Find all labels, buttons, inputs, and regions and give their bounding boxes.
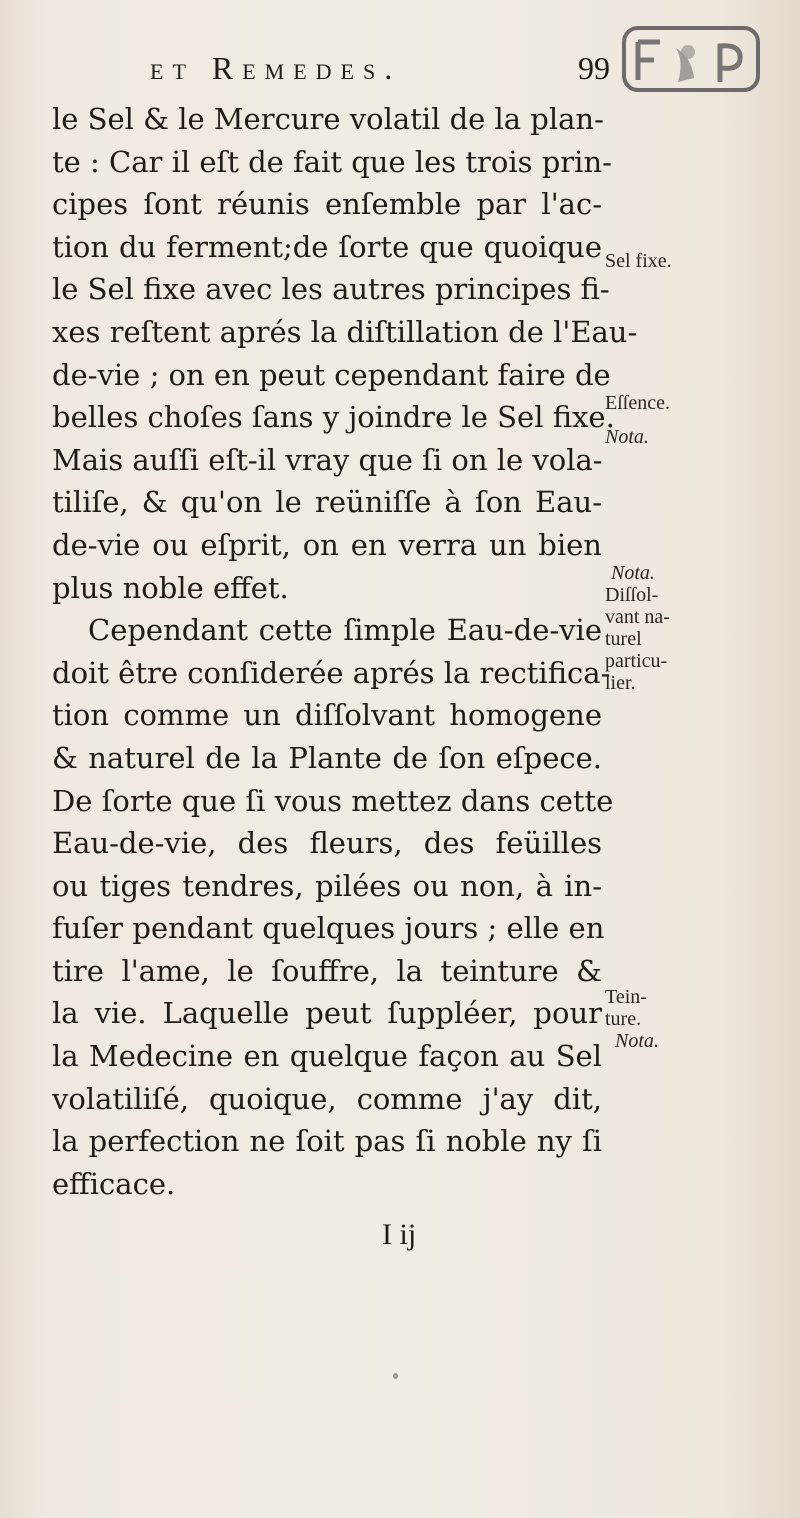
text-line: Mais auſſi eſt-il vray que ſi on le vola-	[52, 442, 603, 477]
text-line: de-vie ; on en peut cependant faire de	[52, 357, 611, 392]
text-line: la perfection ne ſoit pas ſi noble ny ſi	[52, 1124, 602, 1159]
text-line: la Medecine en quelque façon au Sel	[52, 1039, 602, 1074]
margin-note-line: turel	[605, 628, 642, 650]
text-line: la vie. Laquelle peut ſuppléer, pour	[52, 996, 602, 1031]
margin-note-dissolvant	[605, 562, 700, 694]
text-line: de-vie ou eſprit, on en verra un bien	[52, 527, 602, 562]
text-line: te : Car il eſt de fait que les trois prin-	[52, 144, 612, 179]
page-header	[150, 50, 610, 100]
margin-note-line: lier.	[605, 672, 636, 694]
text-line: efficace.	[52, 1166, 176, 1201]
page-number: 99	[578, 50, 610, 86]
text-line: tire l'ame, le ſouffre, la teinture &	[52, 953, 602, 988]
ink-speck	[393, 1373, 398, 1379]
margin-note-line: Nota.	[611, 562, 655, 584]
margin-note-line: vant na-	[605, 606, 670, 628]
text-line: belles choſes ſans y joindre le Sel fixe.	[52, 400, 615, 435]
text-line: xes reſtent aprés la diſtillation de l'Eau-	[52, 314, 638, 349]
text-line: doit être conſiderée aprés la rectifica-	[52, 655, 611, 690]
margin-note-line: ture.	[605, 1008, 642, 1030]
text-line: volatiliſé, quoique, comme j'ay dit,	[52, 1081, 602, 1116]
margin-note-sel-fixe	[605, 250, 700, 272]
margin-note-line: Tein-	[605, 986, 647, 1008]
text-line: le Sel fixe avec les autres principes fi-	[52, 272, 610, 307]
margin-note-line: particu-	[605, 650, 668, 672]
margin-note-line: Eſſence.	[605, 392, 670, 414]
text-line: cipes ſont réunis enſemble par l'ac-	[52, 187, 602, 222]
text-line: ou tiges tendres, pilées ou non, à in-	[52, 868, 602, 903]
text-line: tion du ferment;de ſorte que quoique	[52, 229, 602, 264]
margin-note-line: Sel fixe.	[605, 250, 672, 272]
text-line: & naturel de la Plante de ſon eſpece.	[52, 740, 602, 775]
running-head: et Remedes.	[150, 50, 402, 86]
library-stamp-icon	[618, 22, 768, 100]
margin-note-line: Diſſol-	[605, 584, 659, 606]
text-line: plus noble effet.	[52, 570, 289, 605]
text-line: fuſer pendant quelques jours ; elle en	[52, 911, 605, 946]
signature-mark: I ij	[382, 1218, 417, 1251]
margin-note-line: Nota.	[615, 1030, 659, 1052]
text-line: De ſorte que ſi vous mettez dans cette	[52, 783, 614, 818]
text-line: Eau-de-vie, des fleurs, des feüilles	[52, 826, 602, 861]
margin-note-line: Nota.	[605, 426, 649, 448]
text-line: le Sel & le Mercure volatil de la plan-	[52, 102, 604, 136]
margin-note-essence	[605, 392, 700, 448]
text-line: Cependant cette ſimple Eau-de-vie	[88, 613, 602, 648]
text-line: tiliſe, & qu'on le reüniſſe à ſon Eau-	[52, 485, 602, 520]
margin-note-teinture	[605, 986, 700, 1052]
text-line: tion comme un diſſolvant homogene	[52, 698, 602, 733]
